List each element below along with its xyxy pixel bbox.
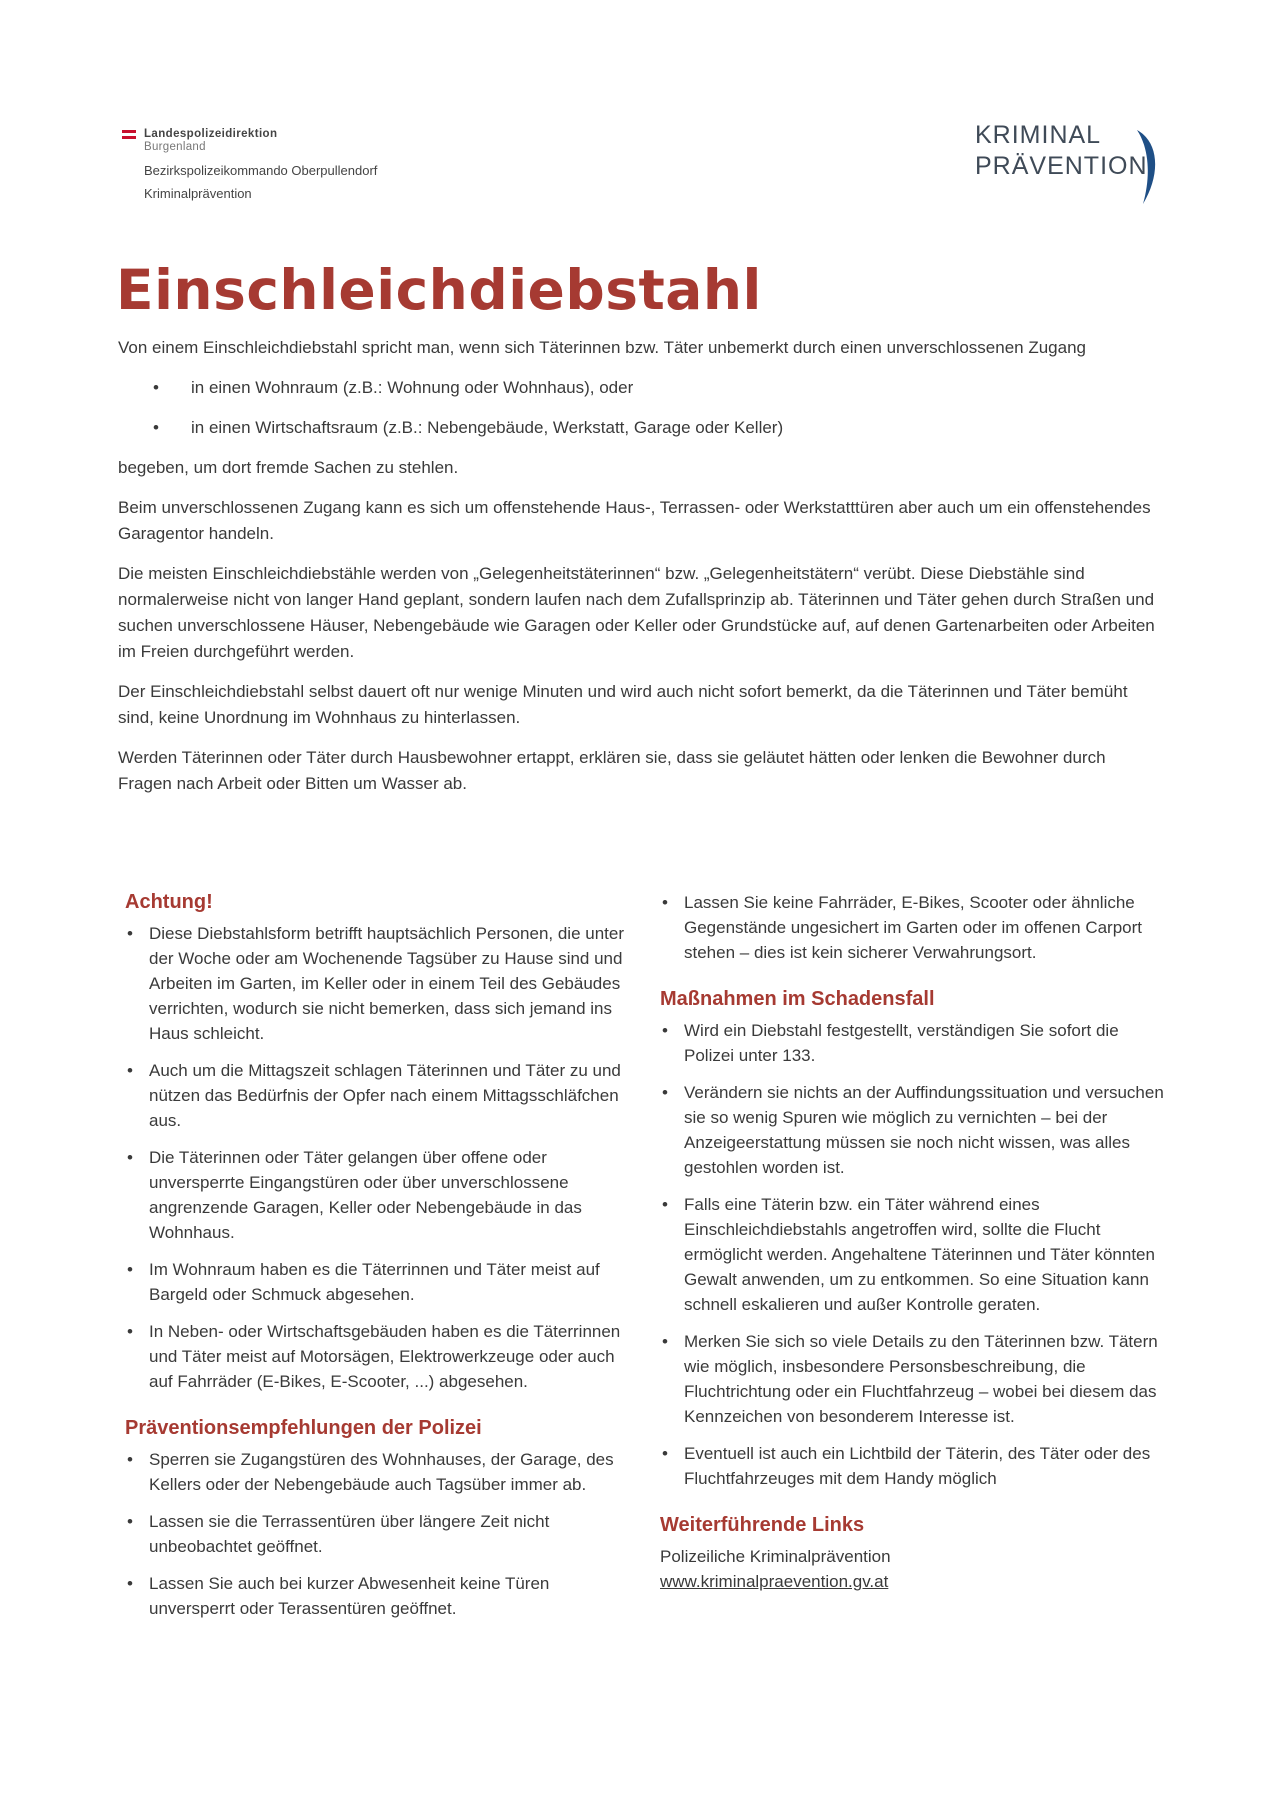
links-heading: Weiterführende Links [660,1514,865,1536]
praevention-list [125,1447,625,1621]
list-item: • Merken Sie sich so viele Details zu den Täterinnen bzw. Tätern wie möglich, insbesondere Personsbeschreibung, die Fluchtrichtung oder ein Fluchtfahrzeug – wobei bei diesem das Kennzeichen von besonderem Interesse ist. [660,1329,1165,1429]
achtung-heading: Achtung! [125,891,213,913]
list-item: • Wird ein Diebstahl festgestellt, verständigen Sie sofort die Polizei unter 133. [660,1018,1165,1068]
intro-list [118,375,1163,441]
praevention-list-continued [660,890,1165,965]
list-item: • Sperren sie Zugangstüren des Wohnhauses, der Garage, des Kellers oder der Nebengebäude auch Tagsüber immer ab. [125,1447,625,1497]
unit-name: Kriminalprävention [144,186,252,201]
logo-line-1: KRIMINAL [975,121,1102,149]
intro-paragraph-6: Werden Täterinnen oder Täter durch Hausbewohner ertappt, erklären sie, dass sie geläutet hätten oder lenken die Bewohner durch Fragen nach Arbeit oder Bitten um Wasser ab. [118,748,1106,793]
page-title: Einschleichdiebstahl [116,258,762,322]
intro-paragraph-3: Beim unverschlossenen Zugang kann es sich um offenstehende Haus-, Terrassen- oder Werkstatttüren aber auch um ein offenstehendes Garagentor handeln. [118,498,1151,543]
list-item: • Auch um die Mittagszeit schlagen Täterinnen und Täter zu und nützen das Bedürfnis der Opfer nach einem Mittagsschläfchen aus. [125,1058,625,1133]
intro-paragraph-2: begeben, um dort fremde Sachen zu stehlen. [118,458,459,477]
agency-name: Landespolizeidirektion [144,128,278,140]
list-item: • In Neben- oder Wirtschaftsgebäuden haben es die Täterrinnen und Täter meist auf Motorsägen, Elektrowerkzeuge oder auch auf Fahrräder (E-Bikes, E-Scooter, ...) abgesehen. [125,1319,625,1394]
logo-bracket-icon [1133,124,1163,208]
left-column [125,890,625,1643]
schadensfall-heading: Maßnahmen im Schadensfall [660,988,935,1010]
intro-section [118,335,1163,811]
intro-paragraph-1: Von einem Einschleichdiebstahl spricht man, wenn sich Täterinnen bzw. Täter unbemerkt durch einen unverschlossenen Zugang [118,338,1086,357]
list-item: • Diese Diebstahlsform betrifft hauptsächlich Personen, die unter der Woche oder am Wochenende Tagsüber zu Hause sind und Arbeiten im Garten, im Keller oder in einem Teil des Gebäudes verrichten, wodurch sie nicht bemerken, dass sich jemand ins Haus schleicht. [125,921,625,1046]
intro-paragraph-5: Der Einschleichdiebstahl selbst dauert oft nur wenige Minuten und wird auch nicht sofort bemerkt, da die Täterinnen und Täter bemüht sind, keine Unordnung im Wohnhaus zu hinterlassen. [118,682,1128,727]
list-item: • Falls eine Täterin bzw. ein Täter während eines Einschleichdiebstahls angetroffen wird, sollte die Flucht ermöglicht werden. Angehaltene Täterinnen und Täter könnten Gewalt anwenden, um zu entkommen. So eine Situation kann schnell eskalieren und außer Kontrolle geraten. [660,1192,1165,1317]
list-item: • Im Wohnraum haben es die Täterrinnen und Täter meist auf Bargeld oder Schmuck abgesehen. [125,1257,625,1307]
schadensfall-list [660,1018,1165,1491]
list-item: • Lassen Sie auch bei kurzer Abwesenheit keine Türen unversperrt oder Terassentüren geöffnet. [125,1571,625,1621]
agency-header [122,128,377,201]
list-item: • Eventuell ist auch ein Lichtbild der Täterin, des Täter oder des Fluchtfahrzeuges mit dem Handy möglich [660,1441,1165,1491]
list-item: • Lassen sie die Terrassentüren über längere Zeit nicht unbeobachtet geöffnet. [125,1509,625,1559]
achtung-list [125,921,625,1394]
praevention-heading: Präventionsempfehlungen der Polizei [125,1417,482,1439]
austria-flag-icon [122,130,136,139]
agency-region: Burgenland [144,141,206,153]
kriminalpraevention-link[interactable]: www.kriminalpraevention.gv.at [660,1572,889,1591]
list-item: • in einen Wohnraum (z.B.: Wohnung oder Wohnhaus), oder [118,375,1163,401]
list-item: • Die Täterinnen oder Täter gelangen über offene oder unversperrte Eingangstüren oder über unverschlossene angrenzende Garagen, Keller oder Nebengebäude in das Wohnhaus. [125,1145,625,1245]
intro-paragraph-4: Die meisten Einschleichdiebstähle werden von „Gelegenheitstäterinnen“ bzw. „Gelegenheitstätern“ verübt. Diese Diebstähle sind normalerweise nicht von langer Hand geplant, sondern laufen nach dem Zufallsprinzip ab. Täterinnen und Täter gehen durch Straßen und suchen unverschlossene Häuser, Nebengebäude wie Garagen oder Keller oder Grundstücke auf, auf denen Gartenarbeiten oder Arbeiten im Freien durchgeführt werden. [118,564,1155,661]
list-item: • Lassen Sie keine Fahrräder, E-Bikes, Scooter oder ähnliche Gegenstände ungesichert im Garten oder im offenen Carport stehen – dies ist kein sicherer Verwahrungsort. [660,890,1165,965]
list-item: • Verändern sie nichts an der Auffindungssituation und versuchen sie so wenig Spuren wie möglich zu vernichten – bei der Anzeigeerstattung müssen sie noch nicht wissen, was alles gestohlen worden ist. [660,1080,1165,1180]
right-column [660,890,1165,1594]
district-command: Bezirkspolizeikommando Oberpullendorf [144,163,378,178]
links-label: Polizeiliche Kriminalprävention [660,1547,891,1566]
logo-line-2: PRÄVENTION [975,152,1148,180]
kriminalpraevention-logo [975,120,1175,210]
list-item: • in einen Wirtschaftsraum (z.B.: Nebengebäude, Werkstatt, Garage oder Keller) [118,415,1163,441]
